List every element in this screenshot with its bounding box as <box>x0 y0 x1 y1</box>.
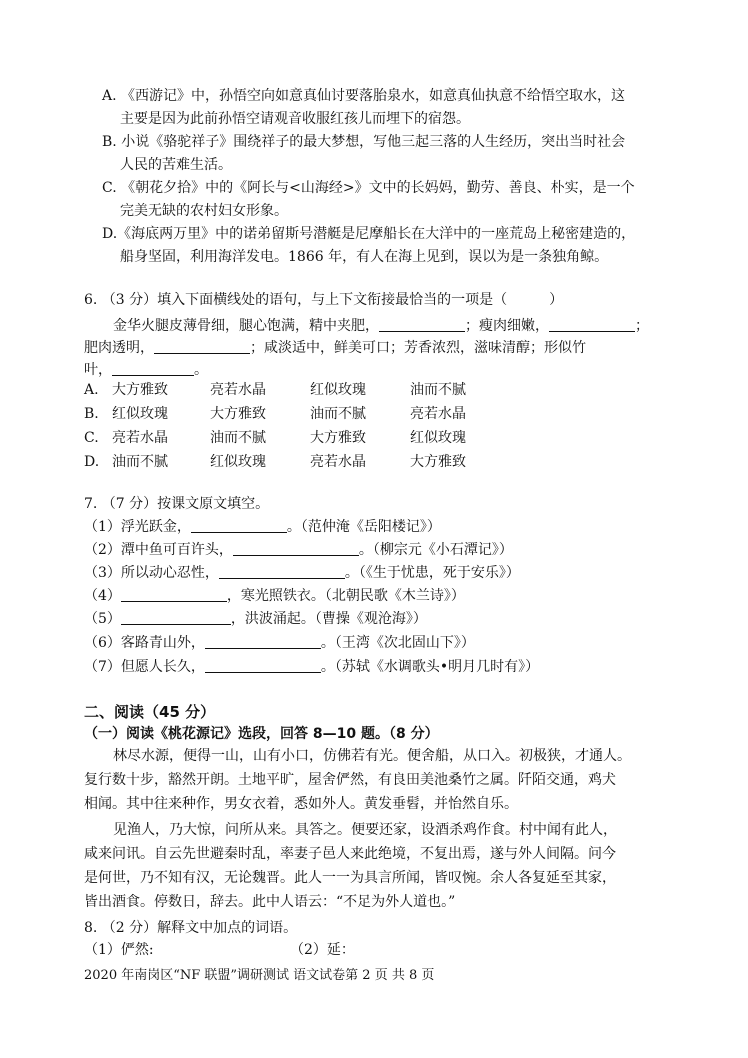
q5-option-a-line2: 主要是因为此前孙悟空请观音收服红孩儿而埋下的宿怨。 <box>120 111 470 127</box>
q6-option-label: A. <box>84 382 99 398</box>
q6-blank-2[interactable] <box>549 317 635 332</box>
q7-l4-suffix: ，寒光照铁衣。（北朝民歌《木兰诗》） <box>226 588 465 604</box>
q7-item-1 <box>84 517 441 537</box>
q6-blank-4[interactable] <box>112 361 194 376</box>
q7-l7-suffix: 。（苏轼《水调歌头•明月几时有》） <box>320 659 540 675</box>
q7-item-2 <box>84 540 513 560</box>
q6-blank-1[interactable] <box>379 317 465 332</box>
q6-stem-end: ） <box>549 292 564 308</box>
q7-l5-suffix: ，洪波涌起。（曹操《观沧海》） <box>230 611 427 627</box>
q7-item-7 <box>84 657 539 677</box>
q7-blank-5[interactable] <box>121 610 231 625</box>
q6-option-item: 红似玫瑰 <box>310 382 366 398</box>
q8-item-2: （2）延： <box>290 942 355 958</box>
q7-l3-prefix: （3）所以动心忍性， <box>84 565 219 581</box>
q7-l4-prefix: （4） <box>84 588 121 604</box>
q6-option-item: 油而不腻 <box>310 406 366 422</box>
q8-stem: 8. （2 分）解释文中加点的词语。 <box>84 920 298 936</box>
q6-blank-3[interactable] <box>154 339 250 354</box>
q6-stem <box>84 290 563 310</box>
q7-l1-suffix: 。（范仲淹《岳阳楼记》） <box>286 519 441 535</box>
q5-option-d-line2: 船身坚固，利用海洋发电。1866 年，有人在海上见到，误以为是一条独角鲸。 <box>120 249 609 265</box>
q6-p1b: ；瘦肉细嫩， <box>465 318 549 334</box>
passage-line-1: 林尽水源，便得一山，山有小口，仿佛若有光。便舍船，从口入。初极狭，才通人。 <box>113 748 631 764</box>
q6-option-item: 亮若水晶 <box>410 406 466 422</box>
q7-blank-1[interactable] <box>191 518 287 533</box>
q7-l7-prefix: （7）但愿人长久， <box>84 659 205 675</box>
q6-option-item: 油而不腻 <box>112 454 168 470</box>
q6-option-item: 油而不腻 <box>410 382 466 398</box>
q6-passage-line1 <box>113 316 649 336</box>
q5-option-b-line1: B. 小说《骆驼祥子》围绕祥子的最大梦想，写他三起三落的人生经历，突出当时社会 <box>102 134 626 150</box>
q6-p1c: ； <box>635 318 649 334</box>
q5-option-d-line1: D.《海底两万里》中的诺弟留斯号潜艇是尼摩船长在大洋中的一座荒岛上秘密建造的， <box>102 226 636 242</box>
q5-option-a-line1: A. 《西游记》中，孙悟空向如意真仙讨要落胎泉水，如意真仙执意不给悟空取水，这 <box>102 88 626 104</box>
q6-option-label: B. <box>84 406 99 422</box>
q7-blank-2[interactable] <box>233 541 359 556</box>
passage-line-4: 见渔人，乃大惊，问所从来。具答之。便要还家，设酒杀鸡作食。村中闻有此人， <box>113 822 617 838</box>
q7-item-3 <box>84 563 520 583</box>
passage-line-7: 皆出酒食。停数日，辞去。此中人语云：“不足为外人道也。” <box>84 894 456 910</box>
q6-option-item: 大方雅致 <box>210 406 266 422</box>
q6-option-item: 大方雅致 <box>112 382 168 398</box>
q6-option-a <box>84 380 466 400</box>
q6-option-item: 红似玫瑰 <box>410 430 466 446</box>
q7-item-6 <box>84 633 475 653</box>
section-title: 二、阅读（45 分） <box>84 703 216 721</box>
q6-option-d <box>84 452 466 472</box>
q6-option-label: D. <box>84 454 100 470</box>
q5-option-b-line2: 人民的苦难生活。 <box>120 157 232 173</box>
q6-option-label: C. <box>84 430 99 446</box>
q7-item-5 <box>84 609 427 629</box>
q7-l6-suffix: 。（王湾《次北固山下》） <box>320 635 475 651</box>
q6-option-item: 亮若水晶 <box>310 454 366 470</box>
passage-line-6: 是何世，乃不知有汉，无论魏晋。此人一一为具言所闻，皆叹惋。余人各复延至其家， <box>84 870 616 886</box>
q6-passage-line2 <box>84 338 586 358</box>
q6-option-item: 亮若水晶 <box>210 382 266 398</box>
q6-option-item: 亮若水晶 <box>112 430 168 446</box>
q7-blank-3[interactable] <box>219 564 345 579</box>
q8-item-1: （1）俨然: <box>84 942 154 958</box>
passage-line-5: 咸来问讯。自云先世避秦时乱，率妻子邑人来此绝境，不复出焉，遂与外人间隔。问今 <box>84 846 616 862</box>
q7-item-4 <box>84 586 465 606</box>
q7-blank-4[interactable] <box>121 587 227 602</box>
q7-l3-suffix: 。（《生于忧患，死于安乐》） <box>344 565 520 581</box>
q8-items <box>84 940 355 960</box>
page-footer: 2020 年南岗区“NF 联盟”调研测试 语文试卷第 2 页 共 8 页 <box>84 968 435 983</box>
passage-line-2: 复行数十步，豁然开朗。土地平旷，屋舍俨然，有良田美池桑竹之属。阡陌交通，鸡犬 <box>84 772 616 788</box>
q7-l2-prefix: （2）潭中鱼可百许头， <box>84 542 233 558</box>
subsection-title: （一）阅读《桃花源记》选段，回答 8—10 题。（8 分） <box>84 726 439 742</box>
q6-p1a: 金华火腿皮薄骨细，腿心饱满，精中夹肥， <box>113 318 379 334</box>
q7-l1-prefix: （1）浮光跃金， <box>84 519 191 535</box>
q5-option-c-line1: C. 《朝花夕拾》中的《阿长与<山海经>》文中的长妈妈，勤劳、善良、朴实，是一个 <box>102 180 635 196</box>
q6-option-item: 大方雅致 <box>410 454 466 470</box>
q6-p2b: ；咸淡适中，鲜美可口；芳香浓烈，滋味清醇；形似竹 <box>250 340 586 356</box>
q7-l6-prefix: （6）客路青山外， <box>84 635 205 651</box>
q6-stem-text: 6. （3 分）填入下面横线处的语句，与上下文衔接最恰当的一项是（ <box>84 292 508 308</box>
q5-option-c-line2: 完美无缺的农村妇女形象。 <box>120 203 288 219</box>
q6-option-b <box>84 404 466 424</box>
q7-l2-suffix: 。（柳宗元《小石潭记》） <box>358 542 513 558</box>
q6-option-item: 红似玫瑰 <box>112 406 168 422</box>
q6-option-item: 油而不腻 <box>210 430 266 446</box>
passage-line-3: 相闻。其中往来种作，男女衣着，悉如外人。黄发垂髫，并怡然自乐。 <box>84 796 518 812</box>
q7-blank-7[interactable] <box>205 658 321 673</box>
q6-p3a: 叶， <box>84 362 112 378</box>
q7-l5-prefix: （5） <box>84 611 121 627</box>
q6-option-item: 红似玫瑰 <box>210 454 266 470</box>
q6-passage-line3 <box>84 360 208 380</box>
q6-option-c <box>84 428 466 448</box>
q6-p3b: 。 <box>194 362 208 378</box>
q7-blank-6[interactable] <box>205 634 321 649</box>
q6-p2a: 肥肉透明， <box>84 340 154 356</box>
q6-option-item: 大方雅致 <box>310 430 366 446</box>
q7-stem: 7. （7 分）按课文原文填空。 <box>84 496 270 512</box>
